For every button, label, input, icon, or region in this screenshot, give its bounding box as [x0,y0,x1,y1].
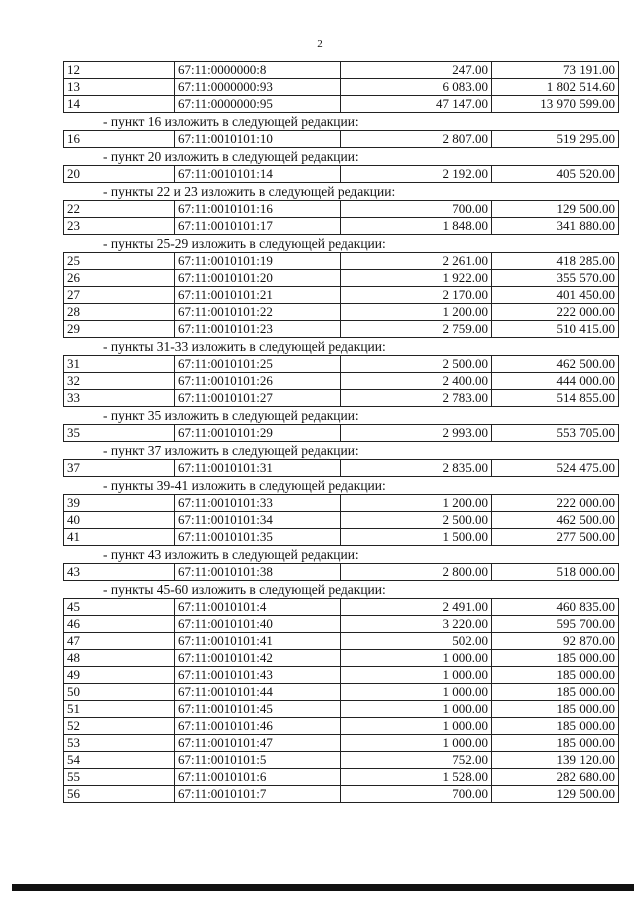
cadastral-number-cell: 67:11:0010101:19 [175,253,341,270]
value-cell: 595 700.00 [492,616,619,633]
value-cell: 185 000.00 [492,650,619,667]
table-row [64,131,619,148]
area-cell: 2 261.00 [341,253,492,270]
area-cell: 2 491.00 [341,599,492,616]
amendment-note: - пункты 39-41 изложить в следующей редакции: [103,478,386,493]
value-cell: 462 500.00 [492,356,619,373]
value-cell: 553 705.00 [492,425,619,442]
cadastral-number-cell: 67:11:0010101:6 [175,769,341,786]
cadastral-number-cell: 67:11:0010101:7 [175,786,341,803]
table-row [64,166,619,183]
value-cell: 185 000.00 [492,735,619,752]
row-number-cell: 51 [64,701,175,718]
area-cell: 2 192.00 [341,166,492,183]
value-cell: 222 000.00 [492,495,619,512]
row-number-cell: 47 [64,633,175,650]
row-number-cell: 23 [64,218,175,235]
row-number-cell: 27 [64,287,175,304]
cadastral-table [63,355,619,407]
table-row [64,650,619,667]
table-row [64,253,619,270]
area-cell: 1 000.00 [341,701,492,718]
row-number-cell: 37 [64,460,175,477]
table-row [64,96,619,113]
table-row [64,564,619,581]
value-cell: 185 000.00 [492,667,619,684]
row-number-cell: 22 [64,201,175,218]
area-cell: 2 783.00 [341,390,492,407]
area-cell: 1 200.00 [341,304,492,321]
row-number-cell: 43 [64,564,175,581]
area-cell: 1 848.00 [341,218,492,235]
amendment-note: - пункты 25-29 изложить в следующей редакции: [103,236,386,251]
amendment-note: - пункт 20 изложить в следующей редакции: [103,149,359,164]
area-cell: 1 528.00 [341,769,492,786]
value-cell: 282 680.00 [492,769,619,786]
row-number-cell: 41 [64,529,175,546]
amendment-note: - пункты 31-33 изложить в следующей редакции: [103,339,386,354]
area-cell: 2 993.00 [341,425,492,442]
table-row [64,425,619,442]
value-cell: 460 835.00 [492,599,619,616]
row-number-cell: 14 [64,96,175,113]
value-cell: 222 000.00 [492,304,619,321]
row-number-cell: 46 [64,616,175,633]
table-row [64,304,619,321]
cadastral-table [63,252,619,338]
amendment-note: - пункты 45-60 изложить в следующей редакции: [103,582,386,597]
table-row [64,390,619,407]
table-row [64,218,619,235]
row-number-cell: 52 [64,718,175,735]
value-cell: 185 000.00 [492,684,619,701]
cadastral-number-cell: 67:11:0010101:41 [175,633,341,650]
table-row [64,201,619,218]
area-cell: 1 922.00 [341,270,492,287]
table-row [64,62,619,79]
area-cell: 2 170.00 [341,287,492,304]
area-cell: 1 000.00 [341,650,492,667]
row-number-cell: 55 [64,769,175,786]
row-number-cell: 20 [64,166,175,183]
value-cell: 13 970 599.00 [492,96,619,113]
amendment-note: - пункт 35 изложить в следующей редакции: [103,408,359,423]
table-row [64,287,619,304]
value-cell: 73 191.00 [492,62,619,79]
cadastral-number-cell: 67:11:0010101:26 [175,373,341,390]
value-cell: 418 285.00 [492,253,619,270]
area-cell: 700.00 [341,201,492,218]
cadastral-number-cell: 67:11:0010101:17 [175,218,341,235]
cadastral-number-cell: 67:11:0000000:93 [175,79,341,96]
area-cell: 502.00 [341,633,492,650]
row-number-cell: 53 [64,735,175,752]
area-cell: 2 807.00 [341,131,492,148]
cadastral-number-cell: 67:11:0010101:20 [175,270,341,287]
area-cell: 2 835.00 [341,460,492,477]
value-cell: 405 520.00 [492,166,619,183]
value-cell: 129 500.00 [492,201,619,218]
row-number-cell: 26 [64,270,175,287]
value-cell: 185 000.00 [492,701,619,718]
area-cell: 2 759.00 [341,321,492,338]
page-number: 2 [317,38,323,50]
table-row [64,718,619,735]
cadastral-table [63,130,619,148]
area-cell: 6 083.00 [341,79,492,96]
table-row [64,769,619,786]
cadastral-number-cell: 67:11:0010101:45 [175,701,341,718]
cadastral-number-cell: 67:11:0010101:23 [175,321,341,338]
area-cell: 1 000.00 [341,684,492,701]
area-cell: 1 200.00 [341,495,492,512]
row-number-cell: 54 [64,752,175,769]
cadastral-number-cell: 67:11:0010101:40 [175,616,341,633]
area-cell: 2 500.00 [341,356,492,373]
table-row [64,752,619,769]
row-number-cell: 56 [64,786,175,803]
value-cell: 1 802 514.60 [492,79,619,96]
table-row [64,529,619,546]
amendment-note: - пункты 22 и 23 изложить в следующей редакции: [103,184,396,199]
value-cell: 139 120.00 [492,752,619,769]
table-row [64,786,619,803]
table-row [64,321,619,338]
table-row [64,512,619,529]
area-cell: 3 220.00 [341,616,492,633]
row-number-cell: 32 [64,373,175,390]
table-row [64,599,619,616]
cadastral-table [63,563,619,581]
value-cell: 510 415.00 [492,321,619,338]
table-row [64,684,619,701]
cadastral-number-cell: 67:11:0010101:38 [175,564,341,581]
table-row [64,495,619,512]
cadastral-number-cell: 67:11:0010101:31 [175,460,341,477]
area-cell: 1 500.00 [341,529,492,546]
row-number-cell: 49 [64,667,175,684]
cadastral-number-cell: 67:11:0010101:25 [175,356,341,373]
cadastral-number-cell: 67:11:0010101:10 [175,131,341,148]
row-number-cell: 29 [64,321,175,338]
amendment-note: - пункт 43 изложить в следующей редакции: [103,547,359,562]
row-number-cell: 50 [64,684,175,701]
value-cell: 401 450.00 [492,287,619,304]
cadastral-table [63,61,619,113]
area-cell: 2 400.00 [341,373,492,390]
cadastral-number-cell: 67:11:0010101:44 [175,684,341,701]
row-number-cell: 31 [64,356,175,373]
cadastral-number-cell: 67:11:0000000:8 [175,62,341,79]
row-number-cell: 25 [64,253,175,270]
value-cell: 462 500.00 [492,512,619,529]
cadastral-number-cell: 67:11:0010101:43 [175,667,341,684]
cadastral-number-cell: 67:11:0010101:5 [175,752,341,769]
area-cell: 1 000.00 [341,735,492,752]
row-number-cell: 48 [64,650,175,667]
cadastral-number-cell: 67:11:0010101:16 [175,201,341,218]
cadastral-table [63,459,619,477]
value-cell: 518 000.00 [492,564,619,581]
value-cell: 277 500.00 [492,529,619,546]
area-cell: 1 000.00 [341,718,492,735]
value-cell: 519 295.00 [492,131,619,148]
area-cell: 752.00 [341,752,492,769]
cadastral-number-cell: 67:11:0010101:35 [175,529,341,546]
table-row [64,667,619,684]
table-row [64,79,619,96]
row-number-cell: 45 [64,599,175,616]
cadastral-number-cell: 67:11:0010101:4 [175,599,341,616]
amendment-note: - пункт 37 изложить в следующей редакции: [103,443,359,458]
cadastral-number-cell: 67:11:0010101:29 [175,425,341,442]
cadastral-number-cell: 67:11:0010101:33 [175,495,341,512]
value-cell: 524 475.00 [492,460,619,477]
table-row [64,701,619,718]
table-row [64,356,619,373]
value-cell: 444 000.00 [492,373,619,390]
value-cell: 355 570.00 [492,270,619,287]
amendment-note: - пункт 16 изложить в следующей редакции: [103,114,359,129]
cadastral-number-cell: 67:11:0000000:95 [175,96,341,113]
row-number-cell: 35 [64,425,175,442]
cadastral-number-cell: 67:11:0010101:27 [175,390,341,407]
table-row [64,270,619,287]
row-number-cell: 12 [64,62,175,79]
area-cell: 247.00 [341,62,492,79]
value-cell: 92 870.00 [492,633,619,650]
cadastral-number-cell: 67:11:0010101:22 [175,304,341,321]
row-number-cell: 16 [64,131,175,148]
cadastral-number-cell: 67:11:0010101:21 [175,287,341,304]
area-cell: 47 147.00 [341,96,492,113]
row-number-cell: 13 [64,79,175,96]
row-number-cell: 40 [64,512,175,529]
area-cell: 700.00 [341,786,492,803]
table-row [64,735,619,752]
row-number-cell: 39 [64,495,175,512]
bottom-border-bar [12,884,634,891]
document-content [63,61,615,803]
row-number-cell: 33 [64,390,175,407]
cadastral-table [63,494,619,546]
value-cell: 185 000.00 [492,718,619,735]
cadastral-number-cell: 67:11:0010101:47 [175,735,341,752]
cadastral-table [63,200,619,235]
area-cell: 2 800.00 [341,564,492,581]
table-row [64,633,619,650]
cadastral-table [63,165,619,183]
cadastral-number-cell: 67:11:0010101:34 [175,512,341,529]
value-cell: 341 880.00 [492,218,619,235]
cadastral-number-cell: 67:11:0010101:14 [175,166,341,183]
row-number-cell: 28 [64,304,175,321]
cadastral-table [63,424,619,442]
cadastral-table [63,598,619,803]
value-cell: 514 855.00 [492,390,619,407]
cadastral-number-cell: 67:11:0010101:46 [175,718,341,735]
table-row [64,616,619,633]
table-row [64,373,619,390]
area-cell: 2 500.00 [341,512,492,529]
area-cell: 1 000.00 [341,667,492,684]
table-row [64,460,619,477]
value-cell: 129 500.00 [492,786,619,803]
cadastral-number-cell: 67:11:0010101:42 [175,650,341,667]
